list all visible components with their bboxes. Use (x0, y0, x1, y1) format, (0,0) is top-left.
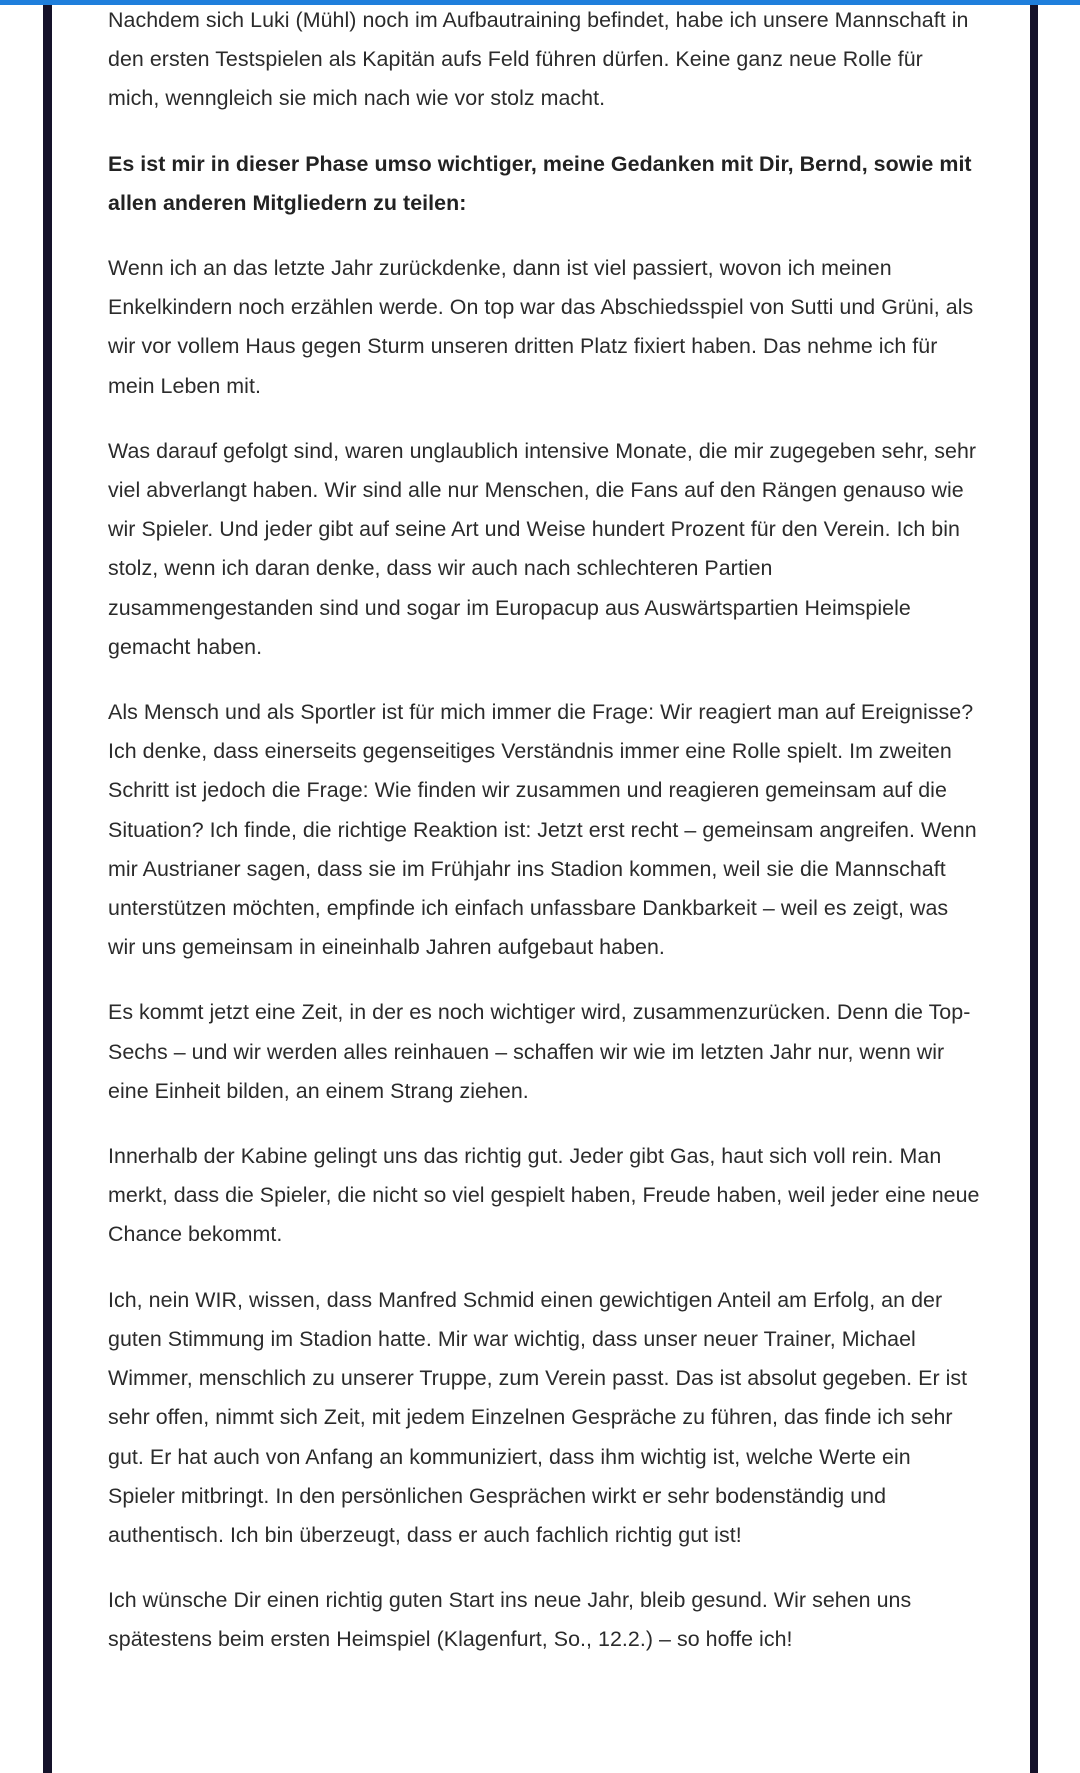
paragraph-8: Ich, nein WIR, wissen, dass Manfred Schmid einen gewichtigen Anteil am Erfolg, an der guten Stimmung im Stadion hatte. Mir war wichtig, dass unser neuer Trainer, Michael Wimmer, menschlich zu unserer Truppe, zum Verein passt. Das ist absolut gegeben. Er ist sehr offen, nimmt sich Zeit, mit jedem Einzelnen Gespräche zu führen, das finde ich sehr gut. Er hat auch von Anfang an kommuniziert, dass ihm wichtig ist, welche Werte ein Spieler mitbringt. In den persönlichen Gesprächen wirkt er sehr bodenständig und authentisch. Ich bin überzeugt, dass er auch fachlich richtig gut ist! (108, 1287, 968, 1547)
paragraph-1: Nachdem sich Luki (Mühl) noch im Aufbautraining befindet, habe ich unsere Mannschaft in den ersten Testspielen als Kapitän aufs Feld führen dürfen. Keine ganz neue Rolle für mich, wenngleich sie mich nach wie vor stolz macht. (108, 8, 969, 111)
paragraph-9: Ich wünsche Dir einen richtig guten Start ins neue Jahr, bleib gesund. Wir sehen uns spätestens beim ersten Heimspiel (Klagenfurt, So., 12.2.) – so hoffe ich! (108, 1588, 912, 1652)
paragraph-3: Wenn ich an das letzte Jahr zurückdenke, dann ist viel passiert, wovon ich meinen Enkelkindern noch erzählen werde. On top war das Abschiedsspiel von Sutti und Grüni, als wir vor vollem Haus gegen Sturm unseren dritten Platz fixiert haben. Das nehme ich für mein Leben mit. (108, 256, 974, 398)
right-frame-border (1030, 5, 1038, 1773)
paragraph-5: Als Mensch und als Sportler ist für mich immer die Frage: Wir reagiert man auf Ereignisse? Ich denke, dass einerseits gegenseitiges Verständnis immer eine Rolle spielt. Im zweiten Schritt ist jedoch die Frage: Wie finden wir zusammen und reagieren gemeinsam auf die Situation? Ich finde, die richtige Reaktion ist: Jetzt erst recht – gemeinsam angreifen. Wenn mir Austrianer sagen, dass sie im Frühjahr ins Stadion kommen, weil sie die Mannschaft unterstützen möchten, empfinde ich einfach unfassbare Dankbarkeit – weil es zeigt, was wir uns gemeinsam in eineinhalb Jahren aufgebaut haben. (108, 700, 977, 960)
paragraph-7: Innerhalb der Kabine gelingt uns das richtig gut. Jeder gibt Gas, haut sich voll rein. Man merkt, dass die Spieler, die nicht so viel gespielt haben, Freude haben, weil jeder eine neue Chance bekommt. (108, 1144, 980, 1247)
article-body (108, 1, 980, 1686)
left-frame-border (43, 5, 52, 1773)
paragraph-4: Was darauf gefolgt sind, waren unglaublich intensive Monate, die mir zugegeben sehr, sehr viel abverlangt haben. Wir sind alle nur Menschen, die Fans auf den Rängen genauso wie wir Spieler. Und jeder gibt auf seine Art und Weise hundert Prozent für den Verein. Ich bin stolz, wenn ich daran denke, dass wir auch nach schlechteren Partien zusammengestanden sind und sogar im Europacup aus Auswärtspartien Heimspiele gemacht haben. (108, 438, 977, 659)
paragraph-6: Es kommt jetzt eine Zeit, in der es noch wichtiger wird, zusammenzurücken. Denn die Top-Sechs – und wir werden alles reinhauen – schaffen wir wie im letzten Jahr nur, wenn wir eine Einheit bilden, an einem Strang ziehen. (108, 1000, 971, 1103)
paragraph-2-bold: Es ist mir in dieser Phase umso wichtiger, meine Gedanken mit Dir, Bernd, sowie mit allen anderen Mitgliedern zu teilen: (108, 151, 972, 215)
